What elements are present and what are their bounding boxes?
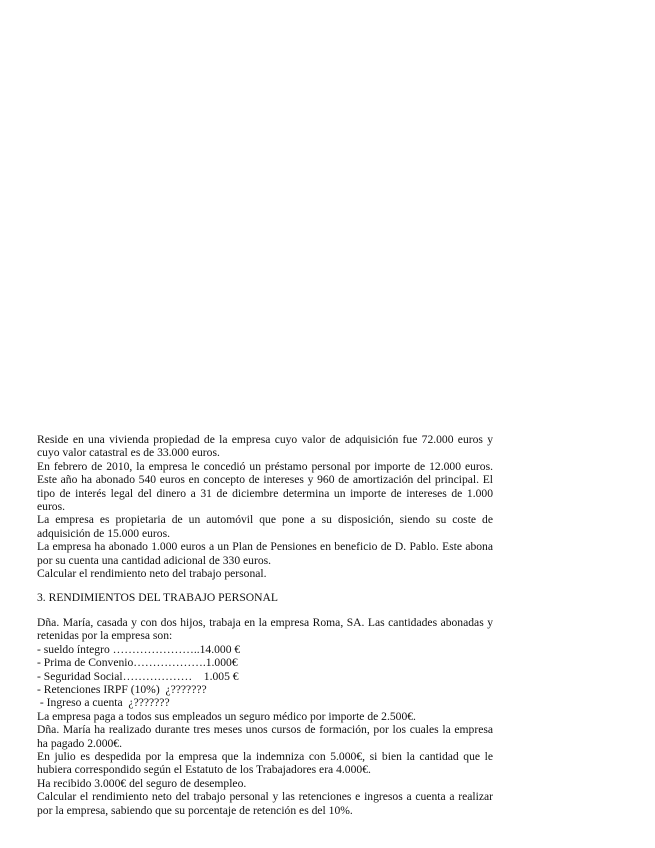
paragraph-plan-pensiones: La empresa ha abonado 1.000 euros a un Plan de Pensiones en beneficio de D. Pablo. Este abona por su cuenta una cantidad adicional de 330 euros. [37, 540, 493, 567]
list-item: - Seguridad Social……………… 1.005 € [37, 669, 239, 683]
paragraph-calcular-2: Calcular el rendimiento neto del trabajo personal y las retenciones e ingresos a cuenta a realizar por la empresa, sabiendo que su porcentaje de retención es del 10%. [37, 790, 493, 817]
paragraph-desempleo: Ha recibido 3.000€ del seguro de desempleo. [37, 776, 247, 790]
amounts-list [37, 643, 493, 710]
paragraph-intro: Dña. María, casada y con dos hijos, trabaja en la empresa Roma, SA. Las cantidades abonadas y retenidas por la empresa son: [37, 615, 493, 643]
list-item: - Retenciones IRPF (10%) ¿??????? [37, 682, 207, 696]
paragraph-automovil: La empresa es propietaria de un automóvil que pone a su disposición, siendo su coste de adquisición de 15.000 euros. [37, 513, 493, 540]
list-item: - Prima de Convenio……………….1.000€ [37, 656, 238, 670]
paragraph-calcular-1: Calcular el rendimiento neto del trabajo personal. [37, 567, 267, 581]
list-item: - sueldo íntegro …………………..14.000 € [37, 642, 241, 656]
document-body [37, 433, 493, 817]
section-heading: 3. RENDIMIENTOS DEL TRABAJO PERSONAL [37, 591, 279, 605]
paragraph-prestamo: En febrero de 2010, la empresa le concedió un préstamo personal por importe de 12.000 euros. Este año ha abonado 540 euros en concepto de intereses y 960 de amortización del principal. El tipo de interés legal del dinero a 31 de diciembre determina un importe de intereses de 1.000 euros. [37, 459, 493, 514]
list-item: - Ingreso a cuenta ¿??????? [37, 696, 170, 710]
paragraph-cursos: Dña. María ha realizado durante tres meses unos cursos de formación, por los cuales la empresa ha pagado 2.000€. [37, 723, 493, 750]
paragraph-despido: En julio es despedida por la empresa que la indemniza con 5.000€, si bien la cantidad que le hubiera correspondido según el Estatuto de los Trabajadores era 4.000€. [37, 749, 493, 777]
paragraph-seguro-medico: La empresa paga a todos sus empleados un seguro médico por importe de 2.500€. [37, 709, 416, 723]
paragraph-vivienda: Reside en una vivienda propiedad de la empresa cuyo valor de adquisición fue 72.000 euros y cuyo valor catastral es de 33.000 euros. [37, 433, 493, 460]
